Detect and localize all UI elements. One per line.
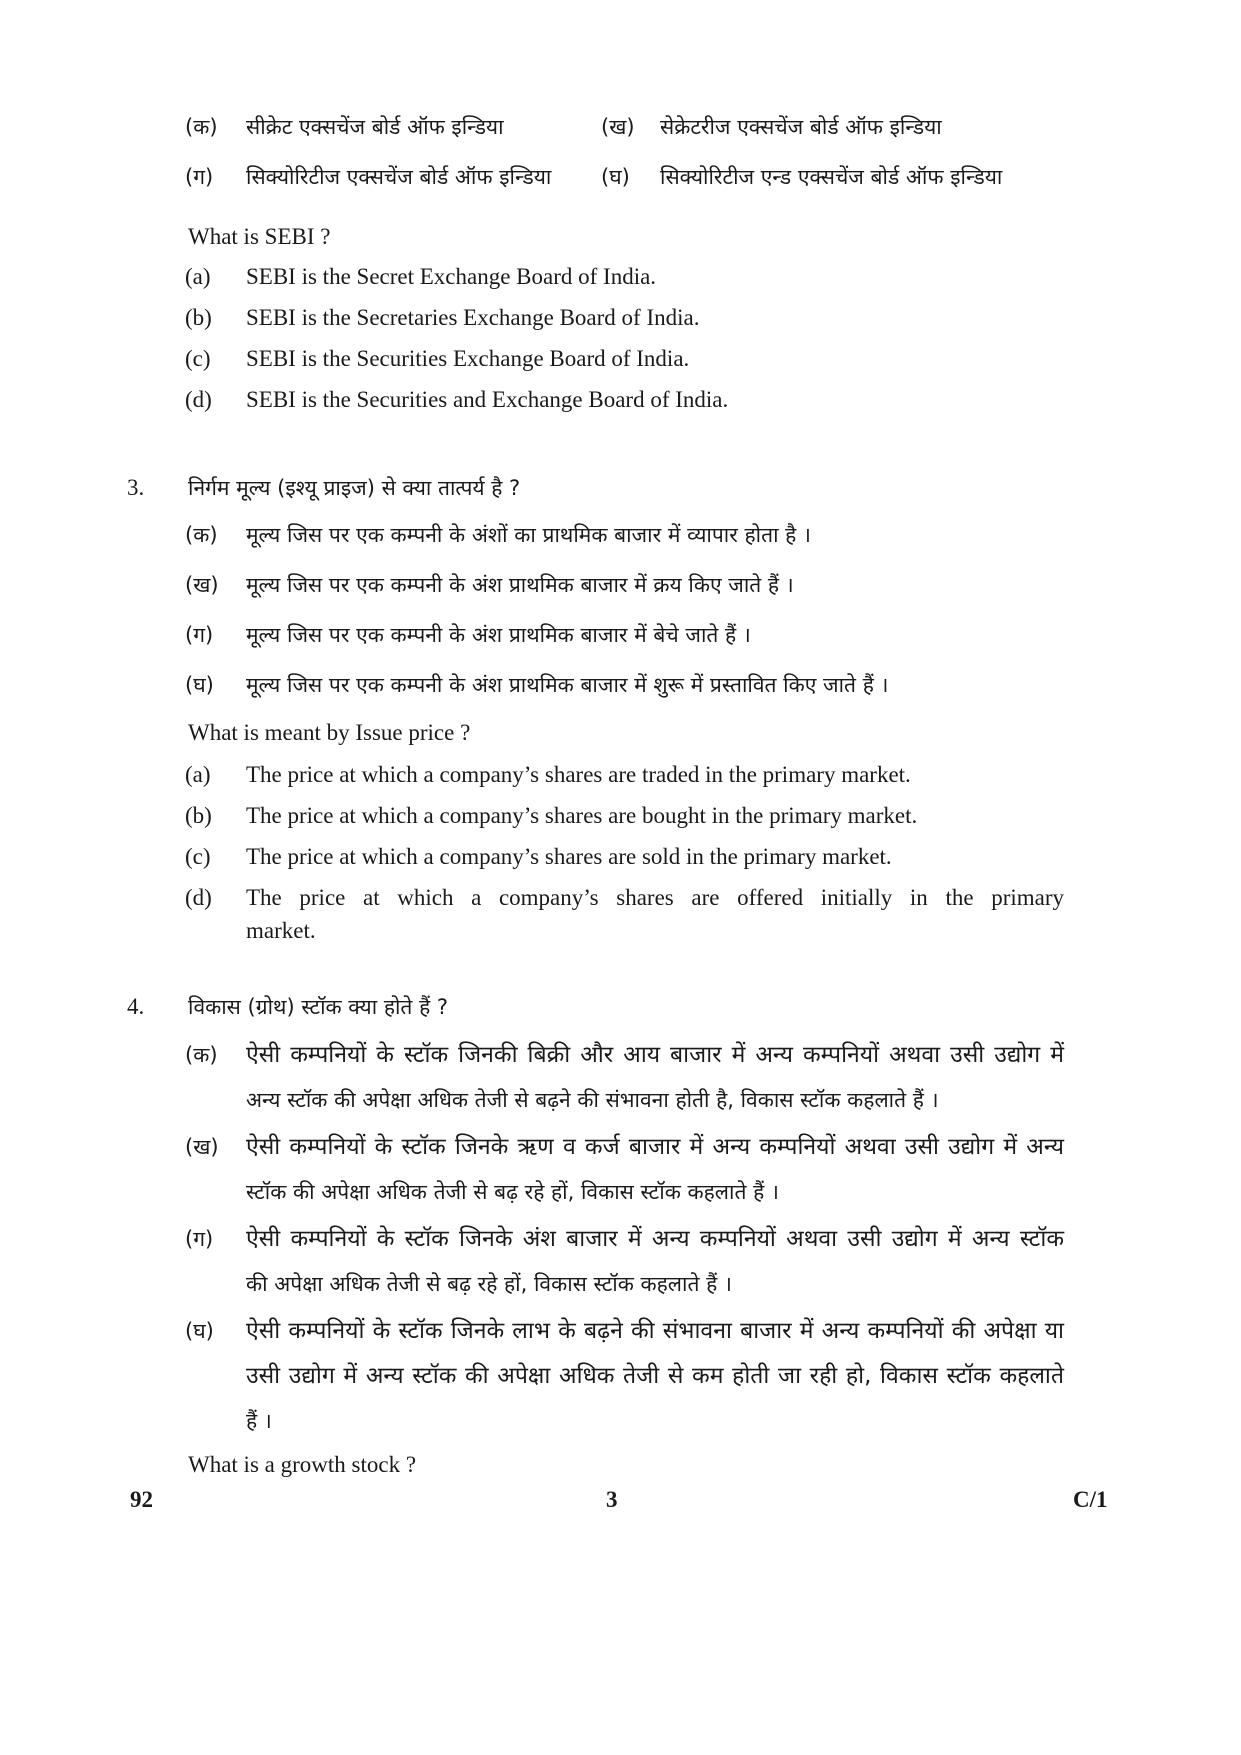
option-marker: (क) [185,523,218,547]
option-marker: (a) [185,264,211,289]
q2-english-option-c: SEBI is the Securities Exchange Board of India. [246,346,690,371]
option-marker: (क) [185,115,218,139]
q4-hindi-option-ka-line1: ऐसी कम्पनियों के स्टॉक जिनकी बिक्री और आय बाजार में अन्य कम्पनियों अथवा उसी उद्योग में [246,1042,1064,1068]
q4-hindi-option-gha-line1: ऐसी कम्पनियों के स्टॉक जिनके लाभ के बढ़ने की संभावना बाजार में अन्य कम्पनियों की अपेक्षा या [246,1318,1064,1344]
option-marker: (घ) [601,165,630,189]
footer-set-code: C/1 [1073,1487,1108,1512]
q3-english-option-b: The price at which a company’s shares are bought in the primary market. [246,803,918,828]
q3-hindi-option-kha: मूल्य जिस पर एक कम्पनी के अंश प्राथमिक बाजार में क्रय किए जाते हैं । [246,573,794,597]
footer-series-number: 92 [130,1487,153,1512]
q4-hindi-option-gha-line2: उसी उद्योग में अन्य स्टॉक की अपेक्षा अधिक तेजी से कम होती जा रही हो, विकास स्टॉक कहलाते [246,1363,1064,1389]
q4-hindi-option-kha-line1: ऐसी कम्पनियों के स्टॉक जिनके ऋण व कर्ज बाजार में अन्य कम्पनियों अथवा उसी उद्योग में अन्य [246,1134,1064,1160]
option-marker: (ख) [601,115,635,139]
option-marker: (c) [185,844,211,869]
option-marker: (क) [185,1043,218,1067]
q3-english-option-c: The price at which a company’s shares are sold in the primary market. [246,844,892,869]
q4-english-question: What is a growth stock ? [188,1452,417,1477]
q2-english-option-d: SEBI is the Securities and Exchange Board of India. [246,387,729,412]
option-marker: (ग) [185,1227,214,1251]
q2-hindi-option-kha: सेक्रेटरीज एक्सचेंज बोर्ड ऑफ इन्डिया [660,115,942,139]
option-marker: (ख) [185,573,219,597]
q4-hindi-option-gha-line3: हैं । [246,1409,272,1433]
q2-hindi-option-ka: सीक्रेट एक्सचेंज बोर्ड ऑफ इन्डिया [246,115,504,139]
q3-hindi-option-ka: मूल्य जिस पर एक कम्पनी के अंशों का प्राथमिक बाजार में व्यापार होता है । [246,523,811,547]
q3-english-question: What is meant by Issue price ? [188,720,471,745]
q2-hindi-option-gha: सिक्योरिटीज एन्ड एक्सचेंज बोर्ड ऑफ इन्डिया [660,165,1003,189]
question-number: 3. [127,475,145,500]
question-number: 4. [127,994,145,1019]
q3-english-option-d-line2: market. [246,918,316,943]
q4-hindi-option-ka-line2: अन्य स्टॉक की अपेक्षा अधिक तेजी से बढ़ने की संभावना होती है, विकास स्टॉक कहलाते हैं । [246,1088,939,1112]
option-marker: (घ) [185,673,214,697]
option-marker: (a) [185,762,211,787]
option-marker: (c) [185,346,211,371]
option-marker: (d) [185,885,212,910]
option-marker: (d) [185,387,212,412]
q3-english-option-a: The price at which a company’s shares are traded in the primary market. [246,762,911,787]
option-marker: (ग) [185,165,214,189]
q4-hindi-option-ga-line2: की अपेक्षा अधिक तेजी से बढ़ रहे हों, विकास स्टॉक कहलाते हैं । [246,1272,732,1296]
q3-hindi-option-gha: मूल्य जिस पर एक कम्पनी के अंश प्राथमिक बाजार में शुरू में प्रस्तावित किए जाते हैं । [246,673,889,697]
q2-english-question: What is SEBI ? [188,224,331,249]
option-marker: (b) [185,803,212,828]
option-marker: (ख) [185,1135,219,1159]
option-marker: (घ) [185,1319,214,1343]
q2-hindi-option-ga: सिक्योरिटीज एक्सचेंज बोर्ड ऑफ इन्डिया [246,165,552,189]
q4-hindi-question: विकास (ग्रोथ) स्टॉक क्या होते हैं ? [188,995,449,1019]
q3-hindi-option-ga: मूल्य जिस पर एक कम्पनी के अंश प्राथमिक बाजार में बेचे जाते हैं । [246,623,751,647]
option-marker: (ग) [185,623,214,647]
q2-english-option-a: SEBI is the Secret Exchange Board of India. [246,264,657,289]
q4-hindi-option-kha-line2: स्टॉक की अपेक्षा अधिक तेजी से बढ़ रहे हों, विकास स्टॉक कहलाते हैं । [246,1180,779,1204]
footer-page-number: 3 [606,1487,618,1512]
q3-hindi-question: निर्गम मूल्य (इश्यू प्राइज) से क्या तात्पर्य है ? [188,476,521,500]
q3-english-option-d-line1: The price at which a company’s shares are offered initially in the primary [246,885,1064,910]
q2-english-option-b: SEBI is the Secretaries Exchange Board of India. [246,305,700,330]
q4-hindi-option-ga-line1: ऐसी कम्पनियों के स्टॉक जिनके अंश बाजार में अन्य कम्पनियों अथवा उसी उद्योग में अन्य स्टॉक [246,1226,1064,1252]
option-marker: (b) [185,305,212,330]
